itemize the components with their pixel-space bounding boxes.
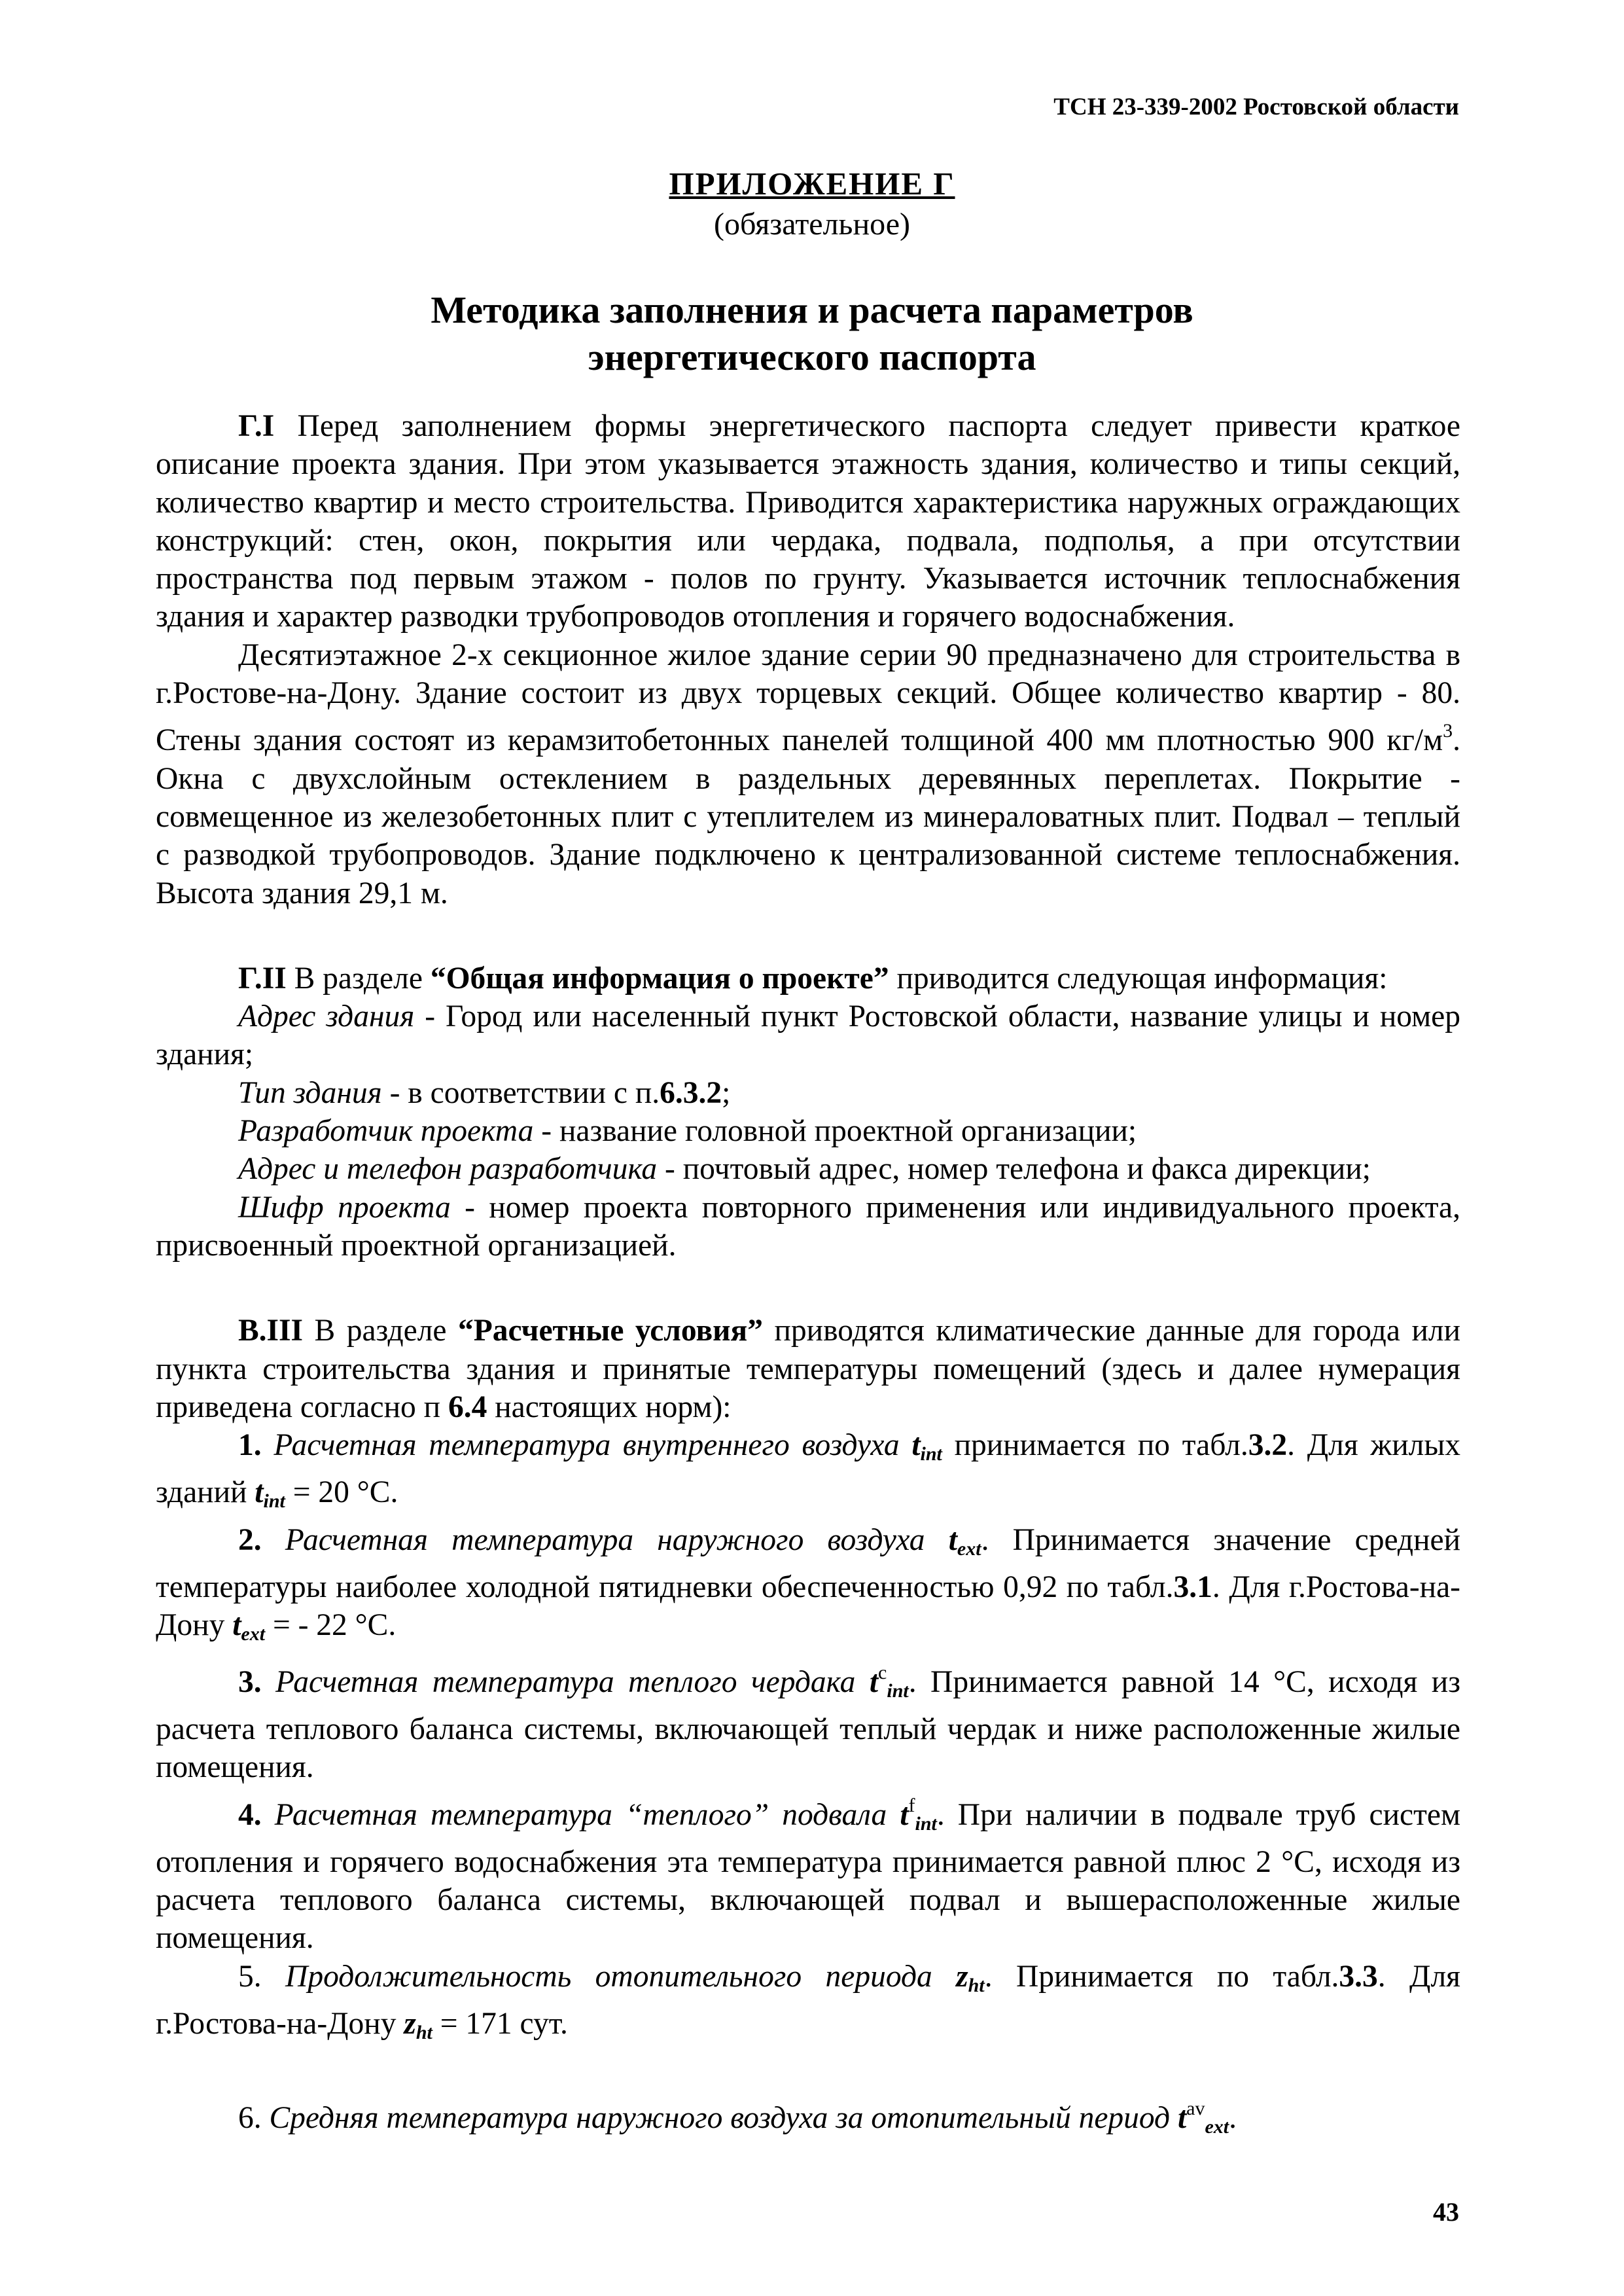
g2-item-developer — [156, 1112, 1460, 1150]
item-number: 2. — [238, 1522, 262, 1557]
symbol: t — [911, 1428, 921, 1463]
symbol-subscript: ext — [1205, 2116, 1229, 2138]
section-g3-pre: В разделе — [303, 1314, 459, 1348]
g2-term: Разработчик проекта — [238, 1114, 534, 1149]
g2-term: Адрес здания — [238, 999, 415, 1034]
section-g3-ref: 6.4 — [448, 1390, 487, 1424]
section-g3-name: “Расчетные условия” — [458, 1314, 763, 1348]
g2-term: Тип здания — [238, 1075, 382, 1110]
example-text-part-2: . Окна с двухслойным остеклением в раздельных деревянных переплетах. Покрытие - совмещенное из железобетонных плит с утеплителем из минераловатных плит. Подвал – теплый с разводкой трубопроводов. Здание подключено к централизованной системе теплоснабжения. Высота здания 29,1 м. — [156, 723, 1460, 910]
document-title-line-2: энергетического паспорта — [588, 336, 1036, 378]
body-text — [156, 407, 1460, 2147]
section-g1-label: Г.I — [238, 409, 275, 443]
item-title: Расчетная температура теплого чердака — [261, 1664, 870, 1699]
symbol-subscript: int — [887, 1679, 909, 1702]
symbol: t — [255, 1475, 264, 1510]
symbol-superscript: av — [1186, 2098, 1205, 2120]
item-text: . Для г.Ростова-на-Дону — [156, 1570, 1461, 1643]
symbol: t — [869, 1664, 879, 1699]
item-3 — [156, 1654, 1460, 1787]
g2-item-address — [156, 997, 1460, 1074]
item-title: Средняя температура наружного воздуха за отопительный период — [261, 2101, 1178, 2136]
g2-text: - номер проекта повторного применения или индивидуального проекта, присвоенный проектной организацией. — [156, 1190, 1460, 1263]
section-g1-text: Перед заполнением формы энергетического паспорта следует привести краткое описание проекта здания. При этом указывается этажность здания, количество и типы секций, количество квартир и место строительства. Приводится характеристика наружных ограждающих конструкций: стен, окон, покрытия или чердака, подвала, подполья, а при отсутствии пространства под первым этажом - полов по грунту. Указывается источник теплоснабжения здания и характер разводки трубопроводов отопления и горячего водоснабжения. — [156, 409, 1460, 634]
symbol-superscript: f — [908, 1794, 915, 1816]
g2-tail: ; — [722, 1075, 731, 1110]
g2-term: Адрес и телефон разработчика — [238, 1152, 658, 1187]
g2-text: - в соответствии с п. — [381, 1075, 660, 1110]
item-text: . Принимается значение средней температуры наиболее холодной пятидневки обеспеченностью 0,92 по табл. — [156, 1522, 1461, 1605]
item-ref: 3.1 — [1173, 1570, 1212, 1605]
item-text: . Для жилых зданий — [156, 1428, 1460, 1510]
item-text: = 20 °С. — [285, 1475, 398, 1510]
superscript-3: 3 — [1443, 720, 1453, 742]
g2-text: - название головной проектной организации; — [533, 1114, 1137, 1149]
item-text: . При наличии в подвале труб систем отопления и горячего водоснабжения эта температура принимается равной плюс 2 °С, исходя из расчета теплового баланса системы, включающей подвал и вышерасположенные жилые помещения. — [156, 1797, 1461, 1956]
symbol-subscript: ext — [957, 1537, 981, 1560]
item-title: Расчетная температура наружного воздуха — [261, 1522, 949, 1557]
item-number: 5. — [238, 1959, 262, 1994]
section-g1-example — [156, 636, 1460, 912]
running-header: ТСН 23-339-2002 Ростовской области — [1053, 94, 1459, 120]
item-5 — [156, 1958, 1460, 2053]
symbol: t — [232, 1608, 241, 1643]
section-g2-name: “Общая информация о проекте” — [430, 961, 889, 996]
item-text: . Принимается по табл. — [984, 1959, 1339, 1994]
g2-text: - почтовый адрес, номер телефона и факса дирекции; — [657, 1152, 1371, 1187]
symbol-subscript: ht — [415, 2021, 432, 2043]
item-text: . Принимается равной 14 °С, исходя из расчета теплового баланса системы, включающей теплый чердак и ниже расположенные жилые помещения. — [156, 1664, 1460, 1785]
symbol: t — [948, 1522, 957, 1557]
g2-item-developer-contacts — [156, 1150, 1460, 1188]
section-g3-tail: настоящих норм): — [487, 1390, 732, 1424]
item-number: 3. — [238, 1664, 262, 1699]
document-title-line-1: Методика заполнения и расчета параметров — [431, 289, 1193, 331]
g2-item-project-code — [156, 1189, 1460, 1265]
item-text: . — [1229, 2101, 1237, 2136]
item-ref: 3.3 — [1339, 1959, 1378, 1994]
symbol-subscript: ext — [241, 1623, 266, 1645]
example-text-part-1: Десятиэтажное 2-х секционное жилое здание серии 90 предназначено для строительства в г.Ростове-на-Дону. Здание состоит из двух торцевых секций. Общее количество квартир - 80. Стены здания состоят из керамзитобетонных панелей толщиной 400 мм плотностью 900 кг/м — [156, 637, 1460, 758]
item-text: принимается по табл. — [942, 1428, 1248, 1463]
g2-ref: 6.3.2 — [660, 1075, 722, 1110]
symbol: t — [1177, 2101, 1187, 2136]
item-ref: 3.2 — [1248, 1428, 1288, 1463]
page-number: 43 — [1433, 2197, 1459, 2227]
item-number: 1. — [238, 1428, 262, 1463]
g2-term: Шифр проекта — [238, 1190, 451, 1225]
item-title: Продолжительность отопительного периода — [261, 1959, 957, 1994]
item-number: 6. — [238, 2101, 262, 2136]
item-text: . Для г.Ростова-на-Дону — [156, 1959, 1461, 2041]
item-4 — [156, 1787, 1460, 1958]
symbol-subscript: int — [915, 1812, 937, 1835]
section-g3-label: В.III — [238, 1314, 304, 1348]
symbol-superscript: c — [878, 1661, 887, 1683]
section-g2-label: Г.II — [238, 961, 287, 996]
section-g2-pre: В разделе — [286, 961, 431, 996]
document-title — [0, 287, 1624, 381]
appendix-subtitle: (обязательное) — [714, 207, 910, 242]
item-text: = 171 сут. — [432, 2006, 568, 2041]
symbol-subscript: ht — [968, 1974, 985, 1996]
item-1 — [156, 1426, 1460, 1521]
symbol-subscript: int — [263, 1490, 285, 1513]
item-title: Расчетная температура внутреннего воздуха — [261, 1428, 912, 1463]
g2-item-type — [156, 1074, 1460, 1112]
symbol: t — [900, 1797, 909, 1832]
section-g3-paragraph — [156, 1312, 1460, 1426]
section-g1-paragraph — [156, 407, 1460, 636]
item-6 — [156, 2090, 1460, 2146]
item-2 — [156, 1521, 1460, 1654]
symbol: z — [956, 1959, 968, 1994]
appendix-title: ПРИЛОЖЕНИЕ Г — [669, 166, 955, 202]
symbol: z — [404, 2006, 416, 2041]
item-title: Расчетная температура “теплого” подвала — [261, 1797, 900, 1832]
section-g3-post: приводятся климатические данные для города или пункта строительства здания и принятые температуры помещений (здесь и далее нумерация приведена согласно п — [156, 1314, 1460, 1424]
section-g2-paragraph — [156, 960, 1460, 997]
item-text: = - 22 °С. — [265, 1608, 397, 1643]
symbol-subscript: int — [920, 1443, 942, 1465]
section-g2-post: приводится следующая информация: — [889, 961, 1388, 996]
g2-text: - Город или населенный пункт Ростовской области, название улицы и номер здания; — [156, 999, 1460, 1072]
item-number: 4. — [238, 1797, 262, 1832]
